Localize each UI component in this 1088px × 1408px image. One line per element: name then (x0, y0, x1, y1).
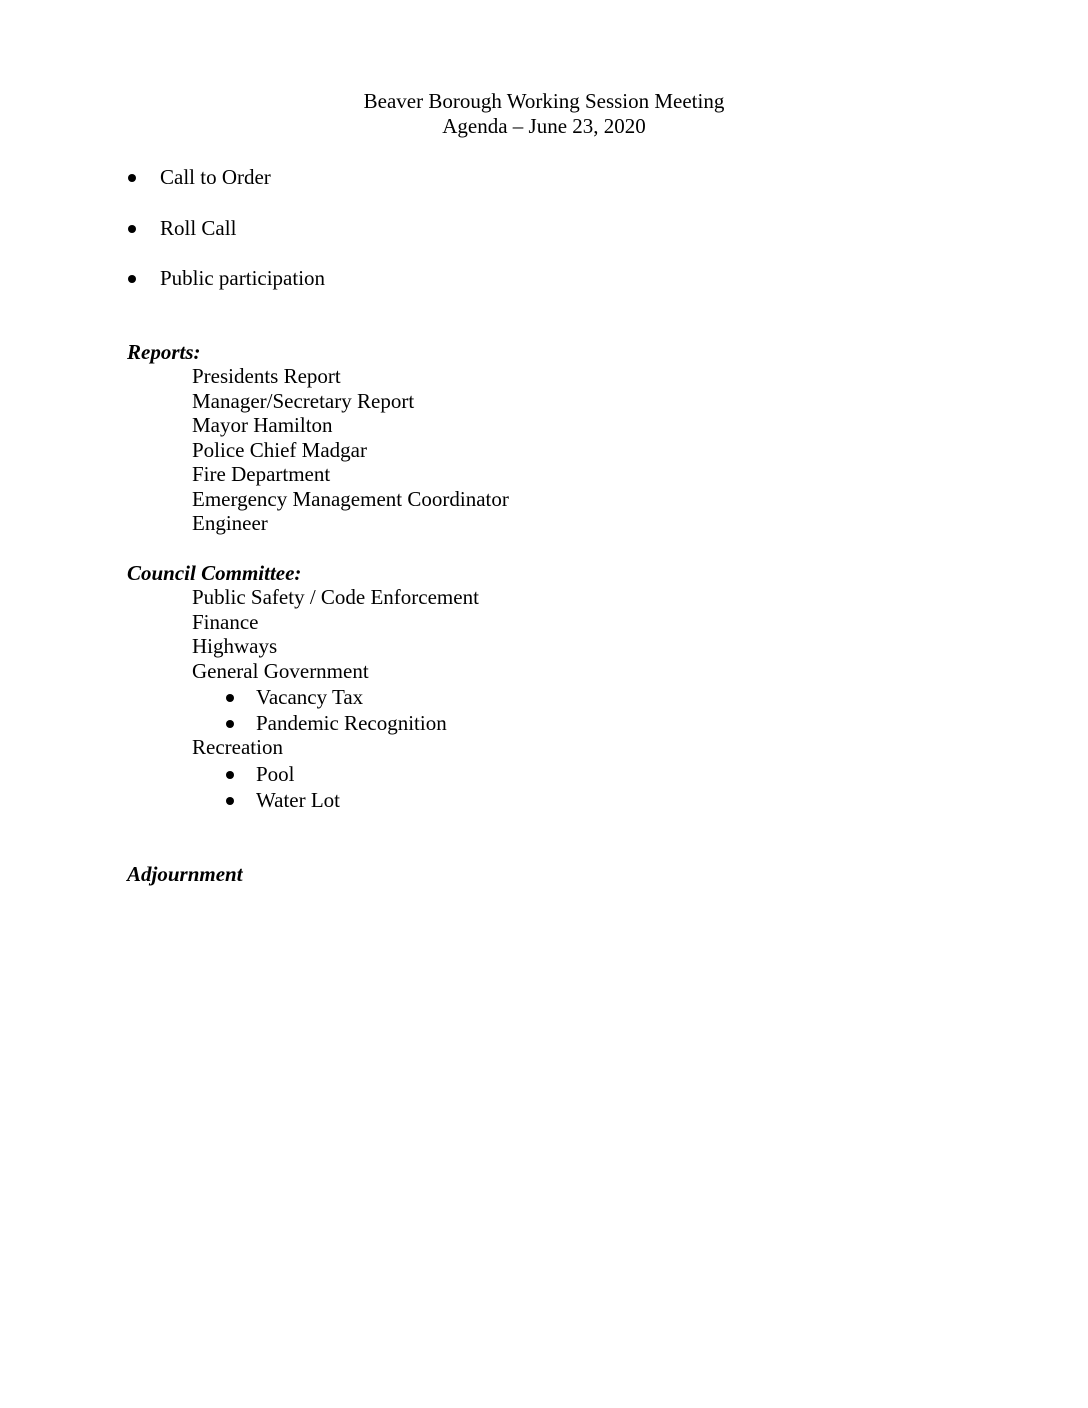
council-committee-heading: Council Committee: (127, 561, 302, 585)
report-item: Fire Department (192, 462, 331, 486)
committee-item: General Government (192, 659, 369, 683)
report-item: Emergency Management Coordinator (192, 487, 509, 511)
committee-subitem: Pandemic Recognition (256, 711, 447, 735)
opening-item-roll-call: Roll Call (160, 216, 237, 240)
committee-item: Recreation (192, 735, 283, 759)
bullet-icon (226, 771, 234, 779)
adjournment-heading: Adjournment (127, 862, 243, 886)
opening-item-public-participation: Public participation (160, 266, 326, 290)
document-subtitle: Agenda – June 23, 2020 (442, 114, 646, 138)
committee-subitem: Pool (256, 762, 295, 786)
report-item: Mayor Hamilton (192, 413, 333, 437)
opening-item-call-to-order: Call to Order (160, 165, 271, 189)
bullet-icon (128, 225, 136, 233)
report-item: Manager/Secretary Report (192, 389, 415, 413)
committee-item: Finance (192, 610, 259, 634)
report-item: Presidents Report (192, 364, 341, 388)
committee-subitem: Water Lot (256, 788, 341, 812)
report-item: Engineer (192, 511, 268, 535)
committee-item: Highways (192, 634, 278, 658)
committee-item: Public Safety / Code Enforcement (192, 585, 479, 609)
bullet-icon (226, 797, 234, 805)
bullet-icon (226, 694, 234, 702)
reports-heading: Reports: (127, 340, 201, 364)
document-title: Beaver Borough Working Session Meeting (363, 89, 725, 113)
committee-subitem: Vacancy Tax (256, 685, 364, 709)
report-item: Police Chief Madgar (192, 438, 367, 462)
bullet-icon (226, 720, 234, 728)
bullet-icon (128, 275, 136, 283)
bullet-icon (128, 174, 136, 182)
